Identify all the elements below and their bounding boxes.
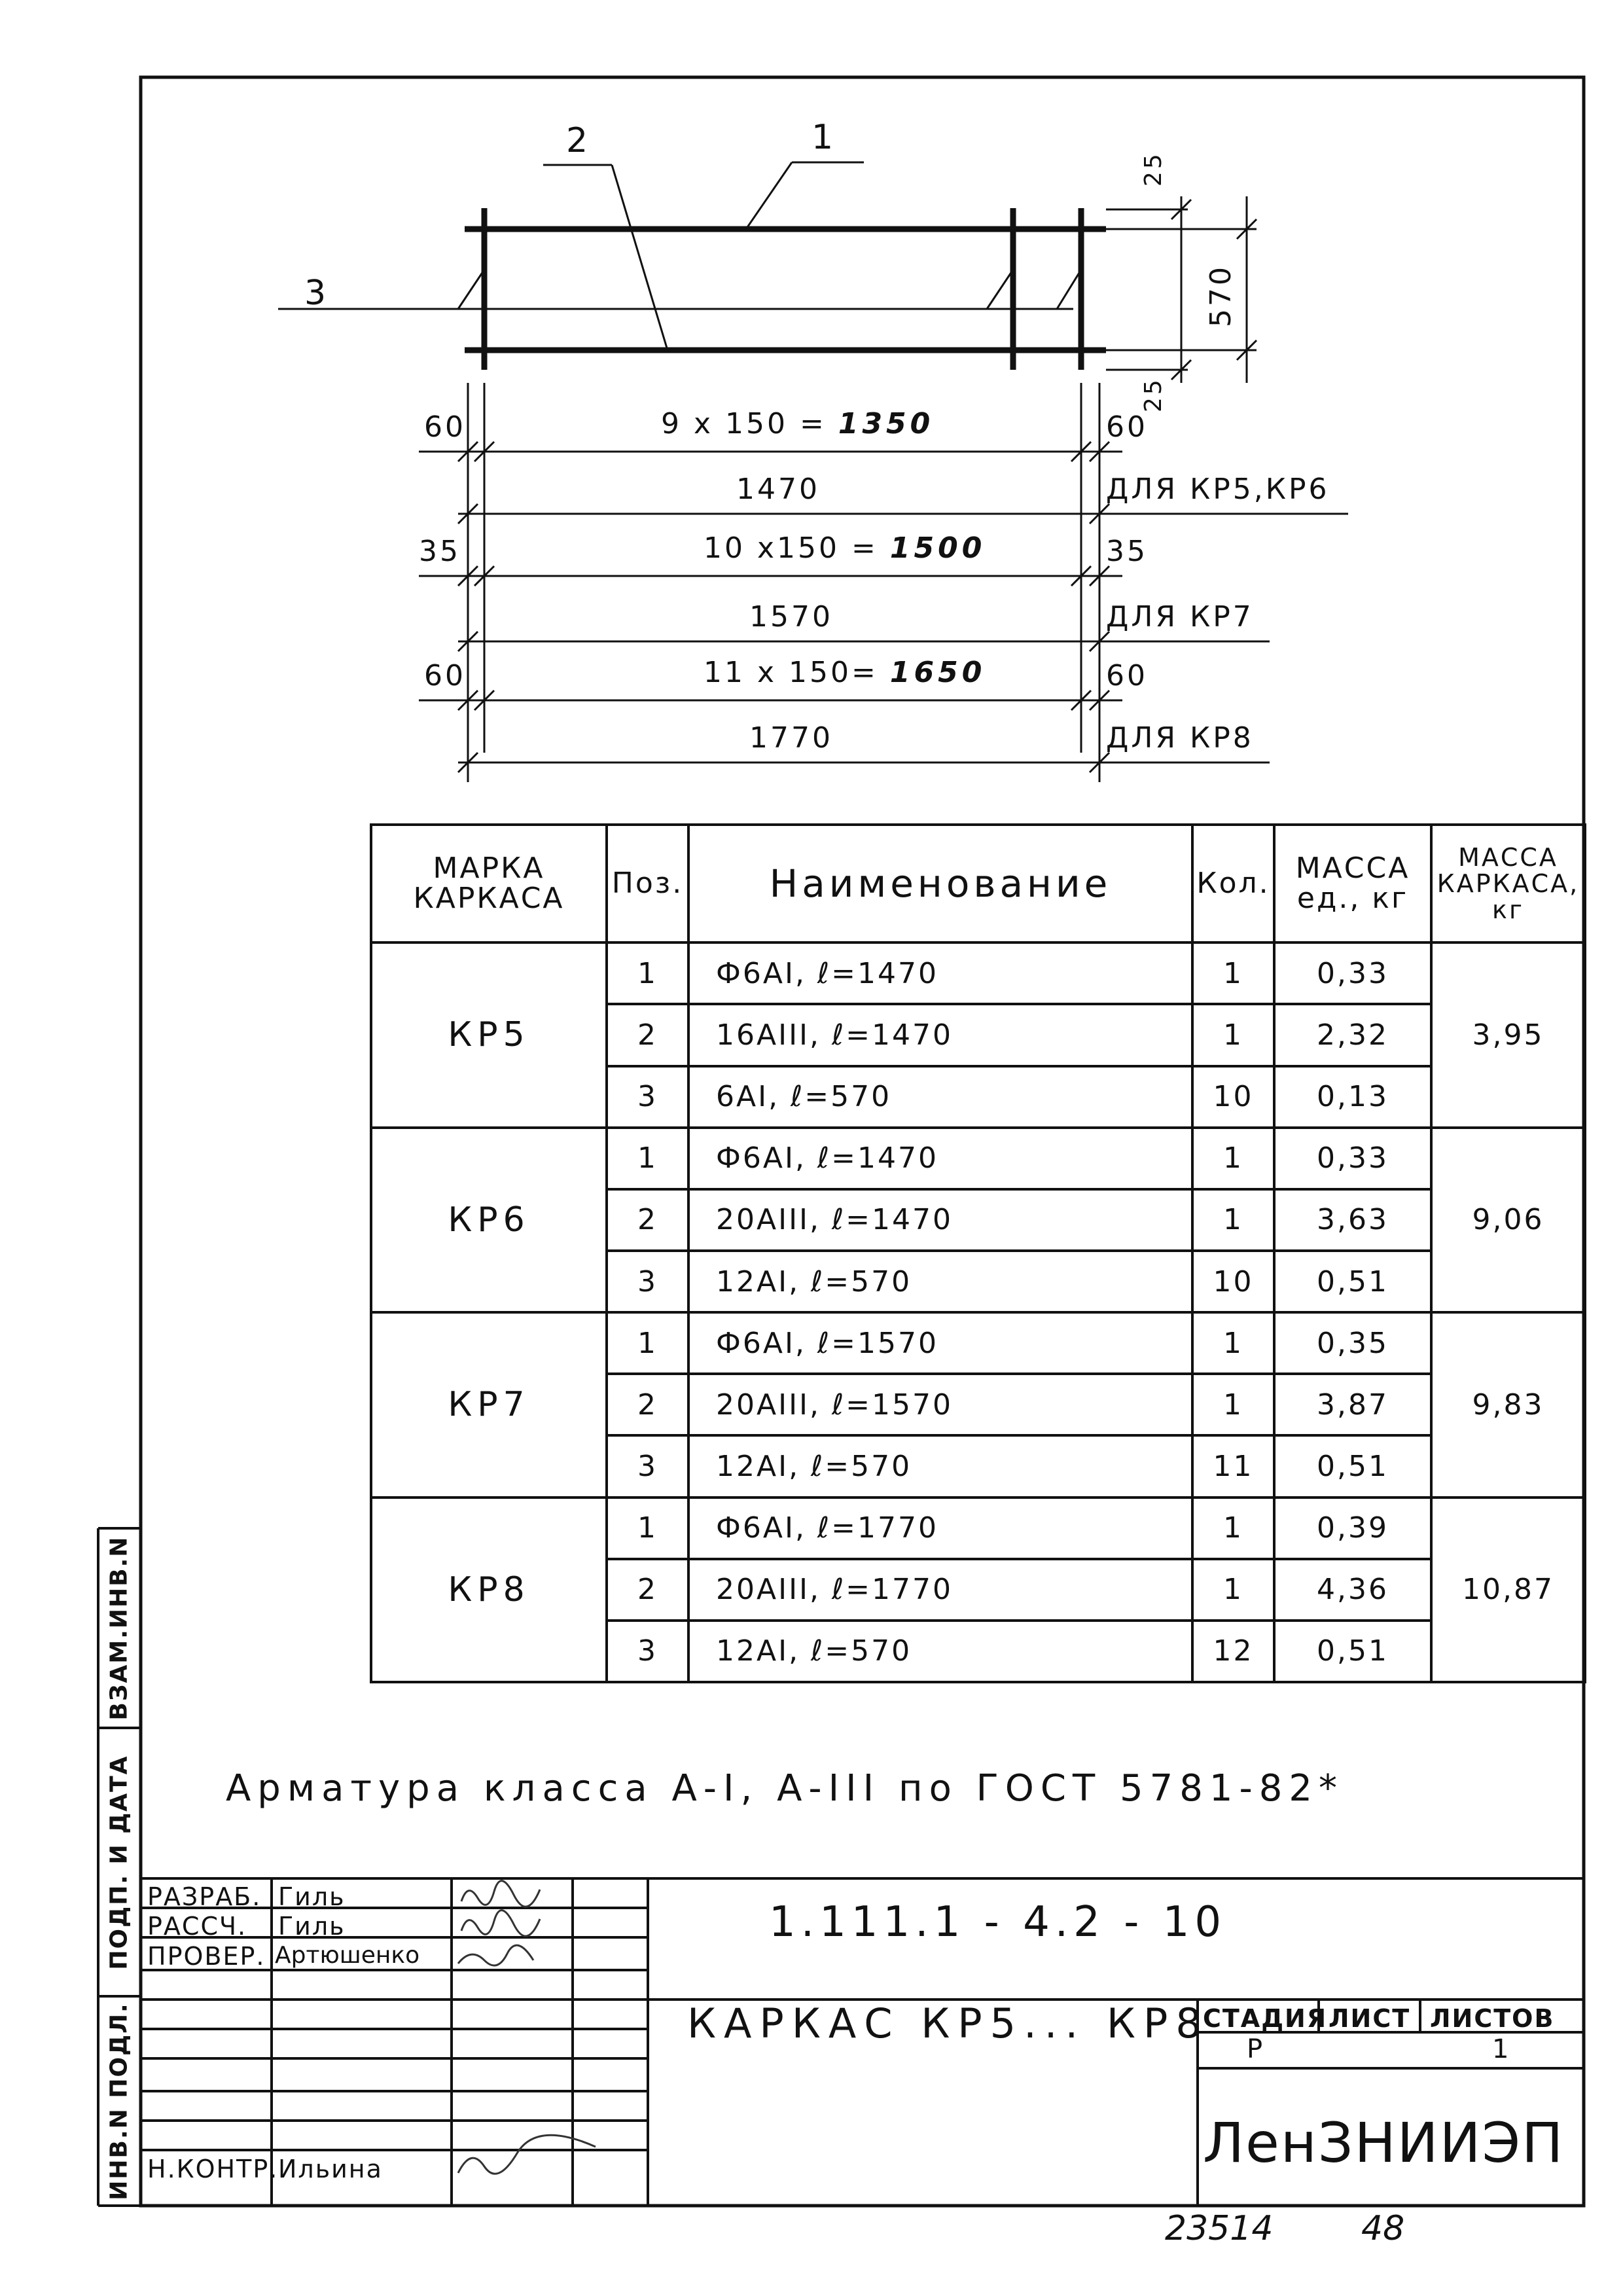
qty-cell: 1 bbox=[1192, 1004, 1274, 1066]
name-cell: Ф6АI, ℓ=1570 bbox=[688, 1312, 1192, 1374]
total-mass-cell: 3,95 bbox=[1431, 942, 1585, 1127]
role-calculated: РАССЧ. bbox=[147, 1912, 247, 1941]
pos-cell: 3 bbox=[607, 1251, 688, 1312]
mark-cell: КР5 bbox=[371, 942, 607, 1127]
table-row bbox=[371, 1312, 1585, 1374]
name-cell: Ф6АI, ℓ=1470 bbox=[688, 942, 1192, 1004]
header-mark: МАРКА КАРКАСА bbox=[371, 825, 607, 942]
pos-cell: 3 bbox=[607, 1435, 688, 1497]
role-checked: ПРОВЕР. bbox=[147, 1942, 266, 1971]
mark-cell: КР6 bbox=[371, 1128, 607, 1312]
name-cell: 16АIII, ℓ=1470 bbox=[688, 1004, 1192, 1066]
qty-cell: 1 bbox=[1192, 942, 1274, 1004]
qty-cell: 1 bbox=[1192, 1189, 1274, 1251]
pos-cell: 1 bbox=[607, 942, 688, 1004]
header-pos: Поз. bbox=[607, 825, 688, 942]
qty-cell: 1 bbox=[1192, 1374, 1274, 1435]
mark-cell: КР7 bbox=[371, 1312, 607, 1497]
mark-cell: КР8 bbox=[371, 1498, 607, 1682]
header-name: Наименование bbox=[688, 825, 1192, 942]
table-header-row bbox=[371, 825, 1585, 942]
role-developed: РАЗРАБ. bbox=[147, 1882, 262, 1911]
mass-cell: 0,51 bbox=[1274, 1621, 1431, 1682]
footer-number: 23514 bbox=[1165, 2209, 1274, 2248]
footer-page: 48 bbox=[1361, 2209, 1405, 2248]
side-label-signature-date: ПОДП. И ДАТА bbox=[105, 1754, 133, 1970]
qty-cell: 10 bbox=[1192, 1251, 1274, 1312]
name-cell: Ф6АI, ℓ=1470 bbox=[688, 1128, 1192, 1189]
mass-cell: 0,33 bbox=[1274, 1128, 1431, 1189]
pos-cell: 1 bbox=[607, 1128, 688, 1189]
table-row bbox=[371, 1128, 1585, 1189]
pos-cell: 1 bbox=[607, 1498, 688, 1559]
mass-cell: 0,51 bbox=[1274, 1251, 1431, 1312]
name-cell: Ф6АI, ℓ=1770 bbox=[688, 1498, 1192, 1559]
header-total-mass: МАССА КАРКАСА, кг bbox=[1431, 825, 1585, 942]
name-cell: 20АIII, ℓ=1770 bbox=[688, 1559, 1192, 1621]
name-cell: 20АIII, ℓ=1470 bbox=[688, 1189, 1192, 1251]
total-mass-cell: 10,87 bbox=[1431, 1498, 1585, 1682]
dim-left-end-kr7: 35 bbox=[419, 535, 461, 568]
mass-cell: 0,13 bbox=[1274, 1066, 1431, 1128]
table-row bbox=[371, 1498, 1585, 1559]
dim-for-kr8: ДЛЯ КР8 bbox=[1106, 721, 1254, 755]
leader-label-2: 2 bbox=[566, 121, 588, 160]
name-cell: 12АI, ℓ=570 bbox=[688, 1251, 1192, 1312]
header-unit-mass: МАССА ед., кг bbox=[1274, 825, 1431, 942]
dim-total-kr8: 1770 bbox=[749, 721, 833, 755]
name-calculator: Гиль bbox=[278, 1912, 346, 1941]
name-checker: Артюшенко bbox=[275, 1942, 420, 1969]
pos-cell: 2 bbox=[607, 1189, 688, 1251]
header-qty: Кол. bbox=[1192, 825, 1274, 942]
rebar-class-note: Арматура класса А-I, А-III по ГОСТ 5781-82* bbox=[226, 1767, 1344, 1810]
dim-right-end-kr8: 60 bbox=[1106, 659, 1148, 692]
dim-total-kr7: 1570 bbox=[749, 600, 833, 634]
pos-cell: 1 bbox=[607, 1312, 688, 1374]
mass-cell: 2,32 bbox=[1274, 1004, 1431, 1066]
role-norm-control: Н.КОНТР. bbox=[147, 2155, 279, 2183]
pos-cell: 2 bbox=[607, 1559, 688, 1621]
mass-cell: 3,87 bbox=[1274, 1374, 1431, 1435]
table-row bbox=[371, 942, 1585, 1004]
dim-for-kr7: ДЛЯ КР7 bbox=[1106, 600, 1254, 634]
qty-cell: 1 bbox=[1192, 1312, 1274, 1374]
side-label-replacement: ВЗАМ.ИНВ.N bbox=[105, 1535, 133, 1721]
pos-cell: 3 bbox=[607, 1621, 688, 1682]
organization-name: ЛенЗНИИЭП bbox=[1203, 2111, 1565, 2175]
dim-left-end-kr8: 60 bbox=[424, 659, 466, 692]
dim-left-end-kr5: 60 bbox=[424, 410, 466, 444]
qty-cell: 1 bbox=[1192, 1128, 1274, 1189]
pos-cell: 2 bbox=[607, 1374, 688, 1435]
qty-cell: 1 bbox=[1192, 1559, 1274, 1621]
pos-cell: 3 bbox=[607, 1066, 688, 1128]
name-developer: Гиль bbox=[278, 1882, 346, 1911]
dim-top-cover: 25 bbox=[1140, 151, 1167, 187]
qty-cell: 12 bbox=[1192, 1621, 1274, 1682]
name-cell: 20АIII, ℓ=1570 bbox=[688, 1374, 1192, 1435]
total-mass-cell: 9,83 bbox=[1431, 1312, 1585, 1497]
mass-cell: 0,33 bbox=[1274, 942, 1431, 1004]
document-code: 1.111.1 - 4.2 - 10 bbox=[769, 1898, 1227, 1946]
name-cell: 12АI, ℓ=570 bbox=[688, 1621, 1192, 1682]
dim-spacing-kr5: 9 x 150 = 1350 bbox=[661, 407, 935, 440]
dim-spacing-kr8: 11 x 150= 1650 bbox=[704, 656, 986, 689]
dim-bottom-cover: 25 bbox=[1140, 377, 1167, 412]
qty-cell: 1 bbox=[1192, 1498, 1274, 1559]
qty-cell: 11 bbox=[1192, 1435, 1274, 1497]
leader-label-3: 3 bbox=[304, 274, 327, 313]
dim-total-kr5: 1470 bbox=[736, 473, 820, 506]
mass-cell: 3,63 bbox=[1274, 1189, 1431, 1251]
dim-for-kr5-kr6: ДЛЯ КР5,КР6 bbox=[1106, 473, 1330, 506]
name-norm-controller: Ильина bbox=[278, 2155, 383, 2183]
sheets-label: ЛИСТОВ bbox=[1430, 2004, 1555, 2033]
dim-height: 570 bbox=[1204, 264, 1238, 327]
side-label-original-inv: ИНВ.N ПОДЛ. bbox=[105, 2001, 133, 2200]
mass-cell: 0,39 bbox=[1274, 1498, 1431, 1559]
sheet-label: ЛИСТ bbox=[1329, 2004, 1411, 2033]
mass-cell: 4,36 bbox=[1274, 1559, 1431, 1621]
mass-cell: 0,35 bbox=[1274, 1312, 1431, 1374]
leader-label-1: 1 bbox=[812, 118, 834, 157]
dim-spacing-kr7: 10 x150 = 1500 bbox=[704, 531, 986, 565]
total-mass-cell: 9,06 bbox=[1431, 1128, 1585, 1312]
qty-cell: 10 bbox=[1192, 1066, 1274, 1128]
stage-value: Р bbox=[1247, 2034, 1264, 2064]
stage-label: СТАДИЯ bbox=[1203, 2004, 1328, 2033]
dim-right-end-kr7: 35 bbox=[1106, 535, 1148, 568]
pos-cell: 2 bbox=[607, 1004, 688, 1066]
name-cell: 6АI, ℓ=570 bbox=[688, 1066, 1192, 1128]
drawing-title: КАРКАС КР5... КР8 bbox=[687, 2000, 1209, 2047]
specification-table bbox=[370, 823, 1586, 1683]
dim-right-end-kr5: 60 bbox=[1106, 410, 1148, 444]
sheets-value: 1 bbox=[1492, 2034, 1510, 2064]
name-cell: 12АI, ℓ=570 bbox=[688, 1435, 1192, 1497]
mass-cell: 0,51 bbox=[1274, 1435, 1431, 1497]
